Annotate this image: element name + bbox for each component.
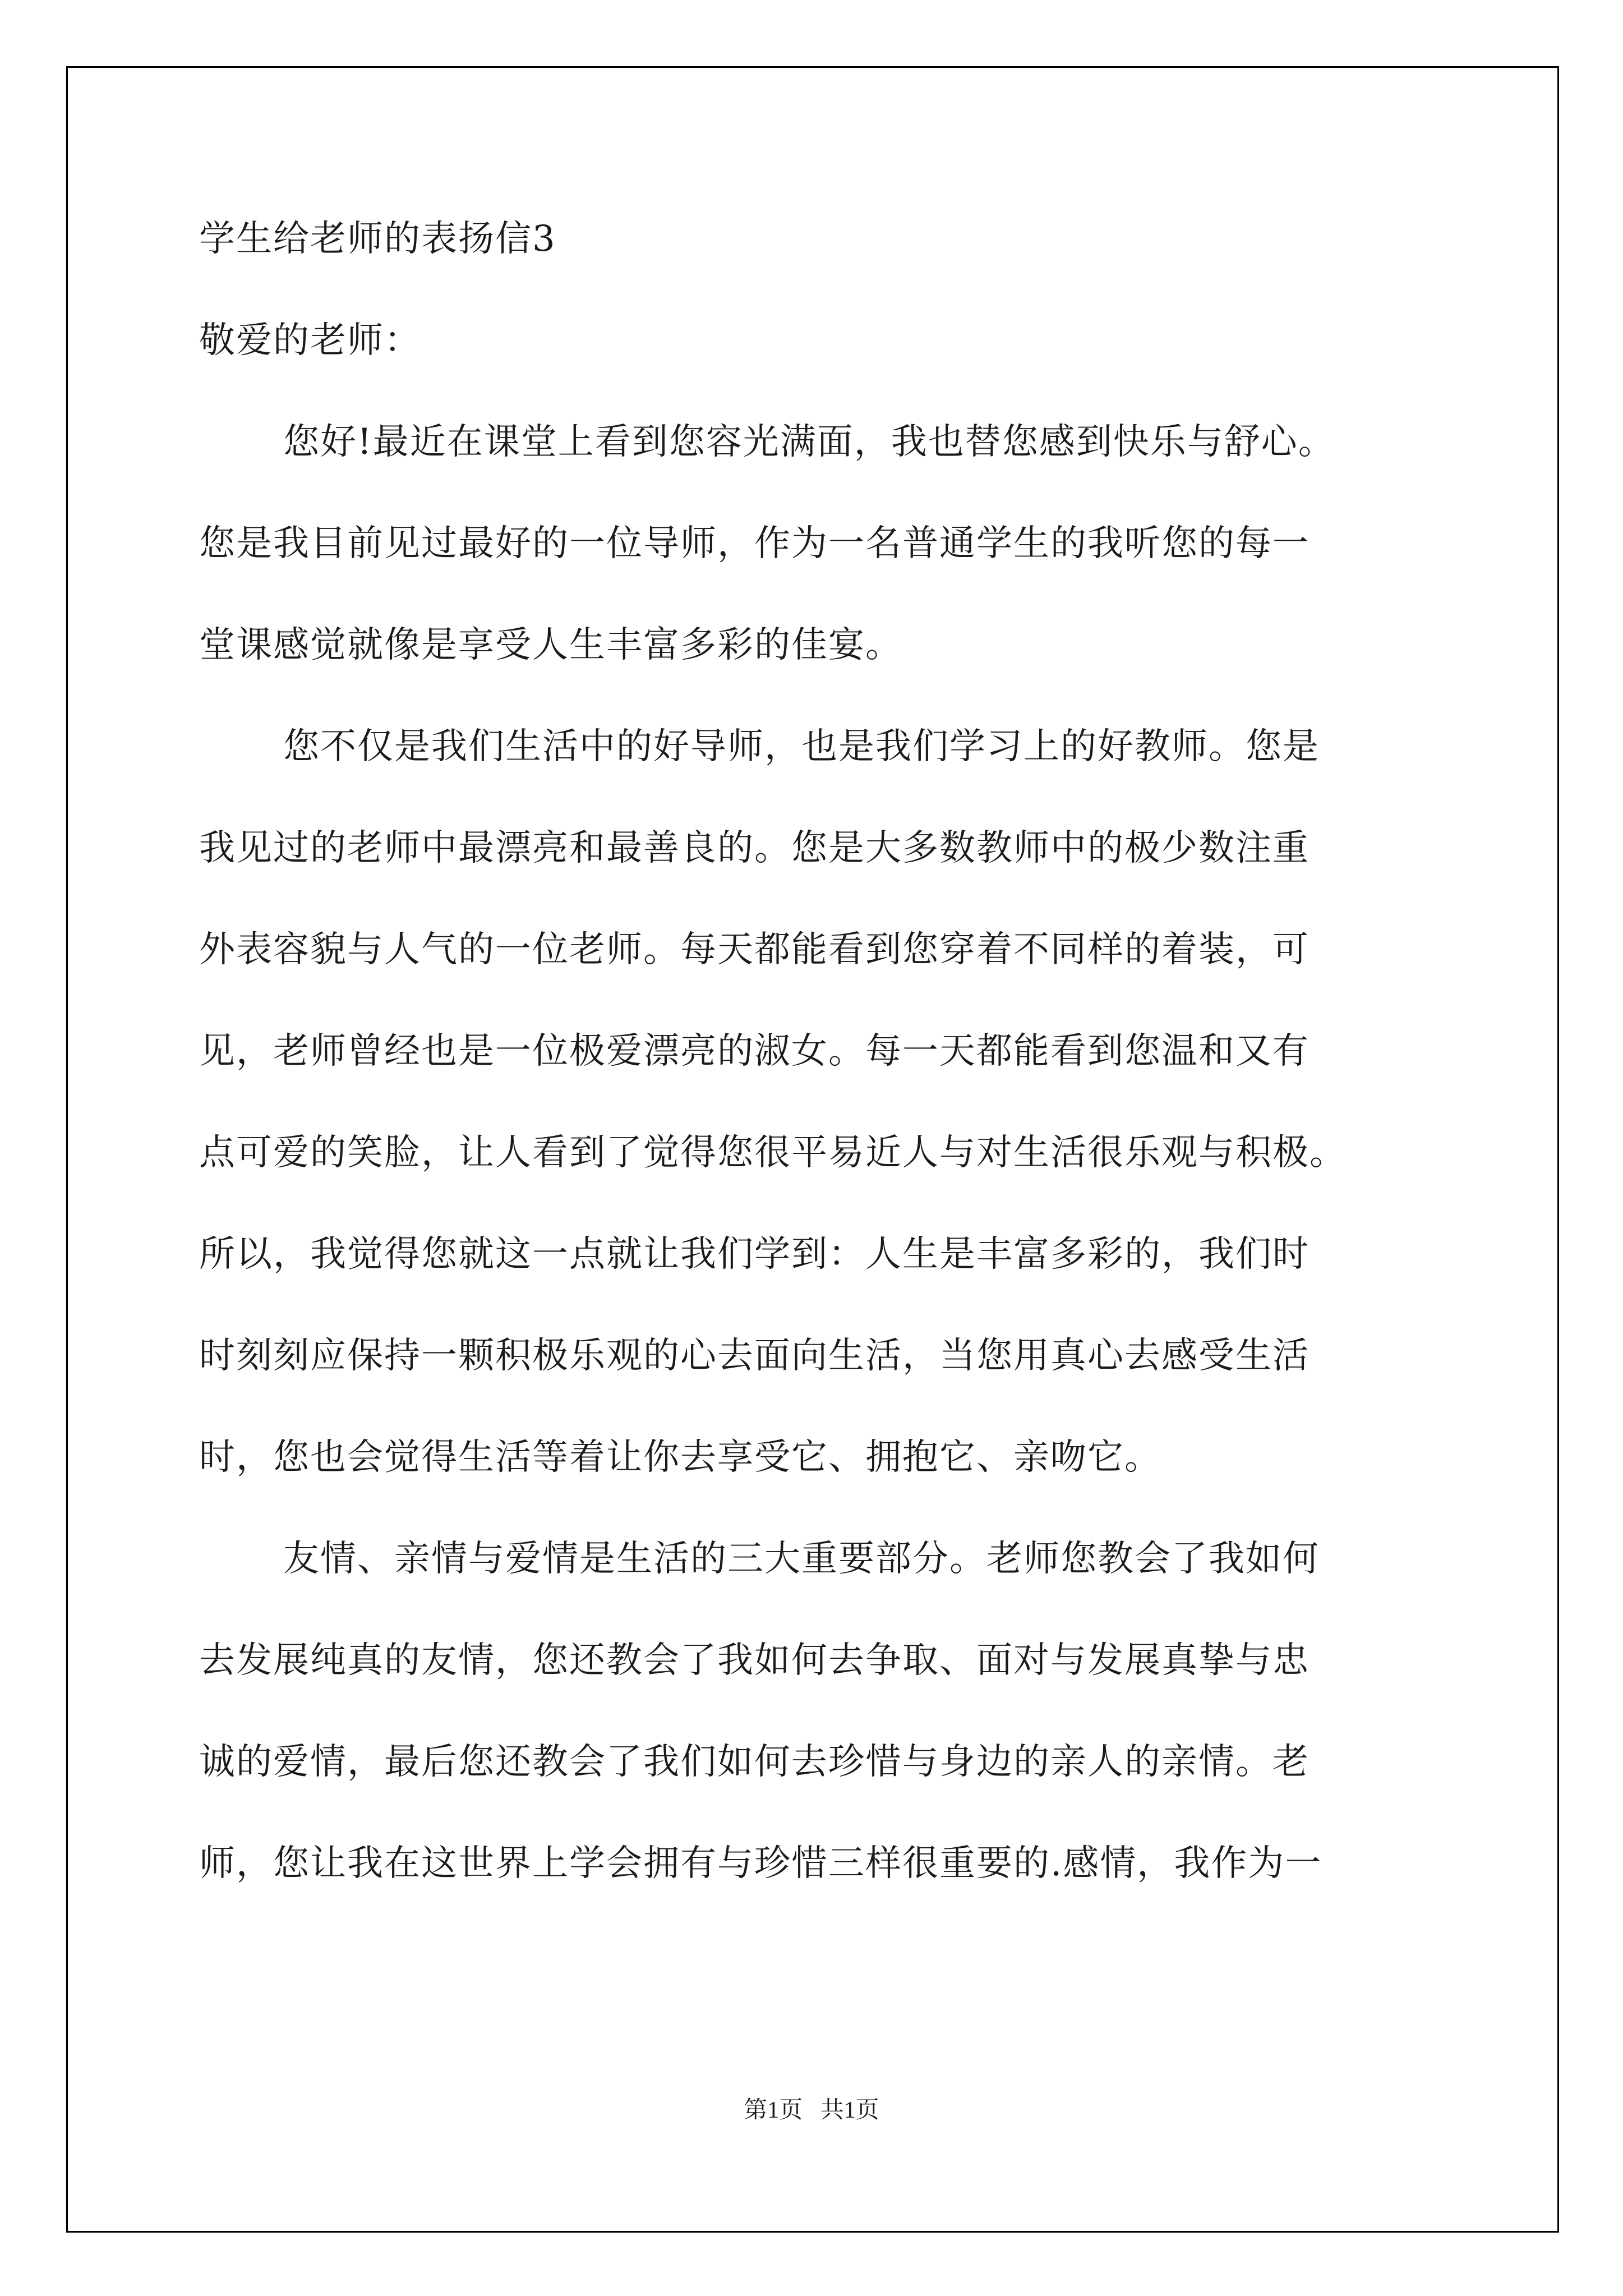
document-body <box>199 219 1424 1945</box>
paragraph-2 <box>199 726 1424 1478</box>
paragraph-3 <box>199 1539 1424 1884</box>
paragraph-line: 去发展纯真的友情，您还教会了我如何去争取、面对与发展真挚与忠 <box>199 1640 1310 1681</box>
paragraph-line: 点可爱的笑脸，让人看到了觉得您很平易近人与对生活很乐观与积极。 <box>199 1132 1347 1174</box>
paragraph-line: 您不仅是我们生活中的好导师，也是我们学习上的好教师。您是 <box>283 726 1320 767</box>
paragraph-line: 诚的爱情，最后您还教会了我们如何去珍惜与身边的亲人的亲情。老 <box>199 1741 1310 1783</box>
document-title: 学生给老师的表扬信3 <box>199 218 556 260</box>
paragraph-line: 您好!最近在课堂上看到您容光满面，我也替您感到快乐与舒心。 <box>283 421 1335 463</box>
paragraph-line: 外表容貌与人气的一位老师。每天都能看到您穿着不同样的着装，可 <box>199 929 1310 970</box>
paragraph-line: 见，老师曾经也是一位极爱漂亮的淑女。每一天都能看到您温和又有 <box>199 1030 1310 1072</box>
salutation: 敬爱的老师： <box>199 320 421 361</box>
paragraph-line: 我见过的老师中最漂亮和最善良的。您是大多数教师中的极少数注重 <box>199 827 1310 869</box>
page-footer: 第1页 共1页 <box>744 2097 879 2123</box>
paragraph-line: 堂课感觉就像是享受人生丰富多彩的佳宴。 <box>199 624 902 666</box>
paragraph-line: 时，您也会觉得生活等着让你去享受它、拥抱它、亲吻它。 <box>199 1437 1161 1478</box>
paragraph-line: 时刻刻应保持一颗积极乐观的心去面向生活，当您用真心去感受生活 <box>199 1335 1310 1377</box>
paragraph-line: 师，您让我在这世界上学会拥有与珍惜三样很重要的.感情，我作为一 <box>199 1843 1322 1884</box>
paragraph-line: 所以，我觉得您就这一点就让我们学到：人生是丰富多彩的，我们时 <box>199 1234 1310 1275</box>
paragraph-1 <box>199 422 1424 665</box>
paragraph-line: 您是我目前见过最好的一位导师，作为一名普通学生的我听您的每一 <box>199 523 1310 564</box>
paragraph-line: 友情、亲情与爱情是生活的三大重要部分。老师您教会了我如何 <box>283 1538 1320 1580</box>
